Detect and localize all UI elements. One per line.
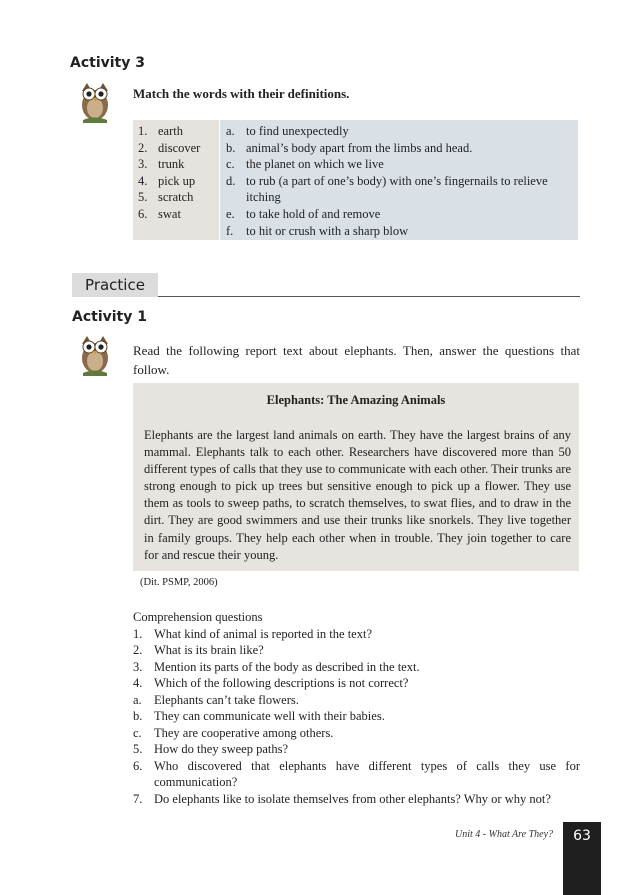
- question-item: [133, 725, 580, 742]
- word-item: [138, 123, 219, 140]
- question-item: [133, 692, 580, 709]
- question-item-number: 6.: [133, 758, 143, 773]
- reading-body: Elephants are the largest land animals on earth. They have the largest brains of any mammal. Elephants talk to each other. Researchers have discovered more than 50 different types of calls that they use to communicate with each other. Their trunks are strong enough to pick up trees but sensitive enough to pick up a flower. They use them as tools to sweep paths, to scratch themselves, to swat flies, and to draw in the dirt. They are good swimmers and use their trunks like snorkels. They live together in family groups. They help each other when in trouble. They join together to care for and rescue their young.: [144, 428, 571, 562]
- question-item-number: 3.: [133, 659, 143, 674]
- definition-item-text: the planet on which we live: [246, 157, 384, 172]
- question-item: [133, 626, 580, 643]
- activity3-heading: Activity 3: [70, 55, 145, 71]
- question-item-number: a.: [133, 692, 142, 707]
- word-item: [138, 206, 219, 223]
- definition-item: [226, 123, 574, 140]
- definition-item-number: b.: [226, 140, 236, 155]
- question-item-text: Which of the following descriptions is not correct?: [154, 676, 409, 690]
- activity1-heading: Activity 1: [72, 309, 147, 325]
- definition-item-text: to rub (a part of one’s body) with one’s fingernails to relieve itching: [246, 173, 548, 205]
- question-item-text: They are cooperative among others.: [154, 725, 334, 740]
- question-list: [133, 626, 580, 808]
- question-item-text: Elephants can’t take flowers.: [154, 692, 299, 707]
- definition-item-number: f.: [226, 223, 234, 238]
- owl-icon: [77, 79, 113, 123]
- reading-title: Elephants: The Amazing Animals: [266, 393, 446, 407]
- owl-icon: [77, 332, 113, 376]
- definition-list-box: [220, 120, 578, 240]
- page-number: 63: [563, 822, 601, 895]
- definition-item-text: to hit or crush with a sharp blow: [246, 223, 409, 238]
- questions-heading: Comprehension questions: [133, 610, 263, 624]
- question-item: [133, 642, 580, 659]
- word-item-number: 4.: [138, 173, 148, 188]
- definition-item: [226, 140, 574, 157]
- question-item-text: Who discovered that elephants have different types of calls they use for communication?: [154, 758, 580, 789]
- question-item-number: c.: [133, 725, 142, 740]
- word-item-text: discover: [158, 140, 201, 155]
- word-item-text: earth: [158, 124, 183, 138]
- definition-item: [226, 156, 574, 173]
- question-item-text: What is its brain like?: [154, 643, 264, 657]
- word-list: [133, 120, 219, 223]
- comprehension-questions: [133, 609, 580, 807]
- definition-item-number: d.: [226, 173, 236, 188]
- activity3-instruction: Match the words with their definitions.: [133, 86, 350, 101]
- unit-footer: Unit 4 - What Are They?: [455, 829, 554, 840]
- word-item-number: 5.: [138, 190, 148, 205]
- word-list-box: [133, 120, 219, 240]
- question-item-number: 1.: [133, 626, 143, 641]
- word-item-text: trunk: [158, 157, 185, 172]
- question-item: [133, 791, 580, 808]
- word-item: [138, 173, 219, 190]
- question-item: [133, 708, 580, 725]
- reading-text-box: [133, 383, 579, 571]
- word-item-text: pick up: [158, 173, 196, 188]
- question-item-number: 5.: [133, 742, 143, 756]
- question-item-number: 4.: [133, 676, 143, 690]
- definition-item-number: a.: [226, 124, 235, 138]
- practice-divider: [158, 296, 580, 297]
- question-item-text: How do they sweep paths?: [154, 742, 288, 756]
- definition-item-number: c.: [226, 157, 235, 172]
- word-item-number: 1.: [138, 124, 148, 138]
- question-item: [133, 675, 580, 692]
- definition-item-text: to take hold of and remove: [246, 206, 381, 221]
- question-item-text: They can communicate well with their babies.: [154, 709, 385, 723]
- definition-item: [226, 223, 574, 240]
- word-item-number: 2.: [138, 140, 148, 155]
- question-item: [133, 758, 580, 791]
- word-item: [138, 156, 219, 173]
- definition-item-text: to find unexpectedly: [246, 124, 349, 138]
- source-citation: (Dit. PSMP, 2006): [140, 577, 218, 588]
- question-item-text: What kind of animal is reported in the text?: [154, 626, 372, 641]
- question-item: [133, 659, 580, 676]
- definition-item-text: animal’s body apart from the limbs and head.: [246, 140, 473, 155]
- question-item-number: 2.: [133, 643, 143, 657]
- word-item-text: scratch: [158, 190, 194, 205]
- word-item: [138, 189, 219, 206]
- question-item: [133, 741, 580, 758]
- question-item-number: 7.: [133, 791, 143, 806]
- question-item-text: Do elephants like to isolate themselves from other elephants? Why or why not?: [154, 791, 551, 806]
- question-item-number: b.: [133, 709, 143, 723]
- activity1-instruction: Read the following report text about elephants. Then, answer the questions that follow.: [133, 343, 580, 377]
- practice-label: Practice: [72, 273, 158, 297]
- definition-list: [220, 120, 578, 239]
- word-item-number: 3.: [138, 157, 148, 172]
- word-item: [138, 140, 219, 157]
- definition-item: [226, 206, 574, 223]
- word-item-number: 6.: [138, 206, 148, 221]
- word-item-text: swat: [158, 206, 181, 221]
- definition-item-number: e.: [226, 206, 235, 221]
- question-item-text: Mention its parts of the body as described in the text.: [154, 659, 420, 674]
- definition-item: [226, 173, 574, 206]
